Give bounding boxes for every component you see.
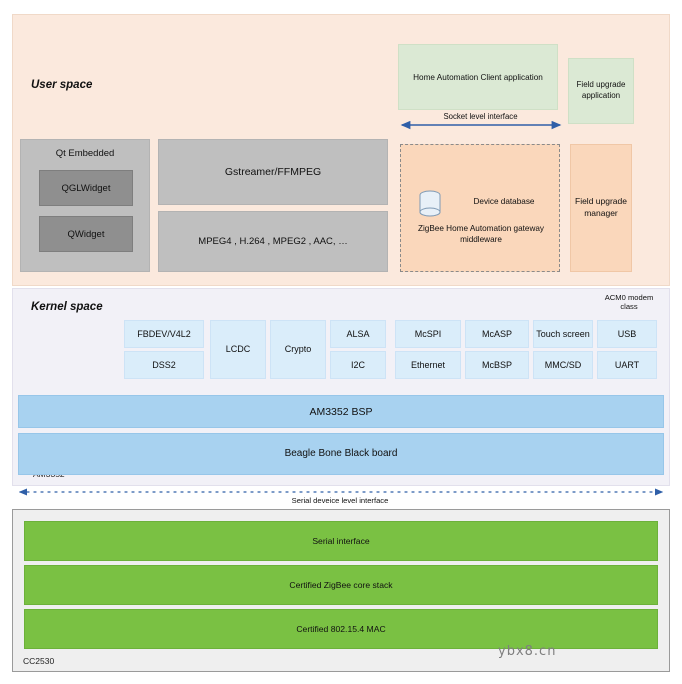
zigbee-core-stack-label: Certified ZigBee core stack: [289, 580, 393, 590]
driver-usb: [597, 320, 657, 348]
socket-level-interface-label: Socket level interface: [443, 112, 518, 121]
field-upgrade-manager-block: [570, 144, 632, 272]
driver-i2c-label: I2C: [350, 359, 365, 370]
serial-interface-label-text: Serial interface: [312, 536, 370, 546]
qt-embedded-block: [20, 139, 150, 272]
driver-alsa-label: ALSA: [346, 328, 370, 339]
driver-crypto: [270, 320, 326, 379]
gstreamer-block: [158, 139, 388, 205]
field-upgrade-manager-label: Field upgrade manager: [575, 196, 627, 218]
qwidget-label: QWidget: [67, 228, 105, 240]
driver-alsa: [330, 320, 386, 348]
driver-mcspi: [395, 320, 461, 348]
mac-802154-label: Certified 802.15.4 MAC: [296, 624, 386, 634]
driver-ethernet: [395, 351, 461, 379]
codecs-label: MPEG4 , H.264 , MPEG2 , AAC, …: [198, 236, 348, 247]
driver-ethernet-label: Ethernet: [410, 359, 446, 370]
kernel-space-title: Kernel space: [31, 301, 103, 313]
driver-lcdc: [210, 320, 266, 379]
device-database-label: Device database: [473, 197, 535, 206]
driver-mcasp-label: McASP: [481, 328, 512, 339]
driver-mcbsp-label: McBSP: [481, 359, 512, 370]
zigbee-core-stack-block: [24, 565, 658, 605]
driver-lcdc-label: LCDC: [225, 344, 251, 355]
driver-fbdev-v4l2: [124, 320, 204, 348]
serial-device-level-interface-label: Serial deveice level interface: [291, 496, 389, 505]
zigbee-middleware-block: [400, 144, 560, 272]
driver-touch-screen: [533, 320, 593, 348]
home-automation-client-label: Home Automation Client application: [413, 72, 543, 82]
qt-embedded-label: Qt Embedded: [55, 148, 115, 159]
field-upgrade-application-label: Field upgrade application: [576, 80, 626, 100]
gstreamer-label: Gstreamer/FFMPEG: [224, 166, 322, 178]
driver-fbdev-v4l2-label: FBDEV/V4L2: [137, 328, 191, 339]
driver-mcasp: [465, 320, 529, 348]
cc2530-label: CC2530: [23, 656, 55, 666]
acm0-modem-class-label: [596, 289, 662, 315]
beagle-bone-black-block: [18, 433, 664, 475]
qglwidget-block: [39, 170, 133, 206]
am3352-bsp-label: AM3352 BSP: [309, 405, 373, 418]
driver-usb-label: USB: [617, 328, 637, 339]
qwidget-block: [39, 216, 133, 252]
driver-i2c: [330, 351, 386, 379]
user-space-title: User space: [31, 79, 93, 91]
driver-mmc-sd-label: MMC/SD: [544, 359, 582, 370]
driver-uart-label: UART: [614, 359, 640, 370]
driver-mcbsp: [465, 351, 529, 379]
field-upgrade-application-block: [568, 58, 634, 124]
driver-dss2-label: DSS2: [152, 359, 176, 370]
codecs-block: [158, 211, 388, 272]
driver-mmc-sd: [533, 351, 593, 379]
acm0-text: ACM0 modem class: [604, 292, 654, 311]
home-automation-client-block: [398, 44, 558, 110]
driver-touch-screen-label: Touch screen: [536, 328, 590, 339]
database-icon: [415, 189, 445, 219]
beagle-bone-black-label: Beagle Bone Black board: [284, 448, 398, 460]
driver-mcspi-label: McSPI: [414, 328, 442, 339]
driver-uart: [597, 351, 657, 379]
zigbee-middleware-label: ZigBee Home Automation gateway middleware: [417, 223, 545, 244]
mac-802154-block: [24, 609, 658, 649]
driver-crypto-label: Crypto: [284, 344, 312, 355]
driver-dss2: [124, 351, 204, 379]
watermark: ybx8.cn: [498, 644, 557, 659]
serial-interface-block: [24, 521, 658, 561]
am3352-bsp-block: [18, 395, 664, 428]
qglwidget-label: QGLWidget: [61, 182, 111, 194]
